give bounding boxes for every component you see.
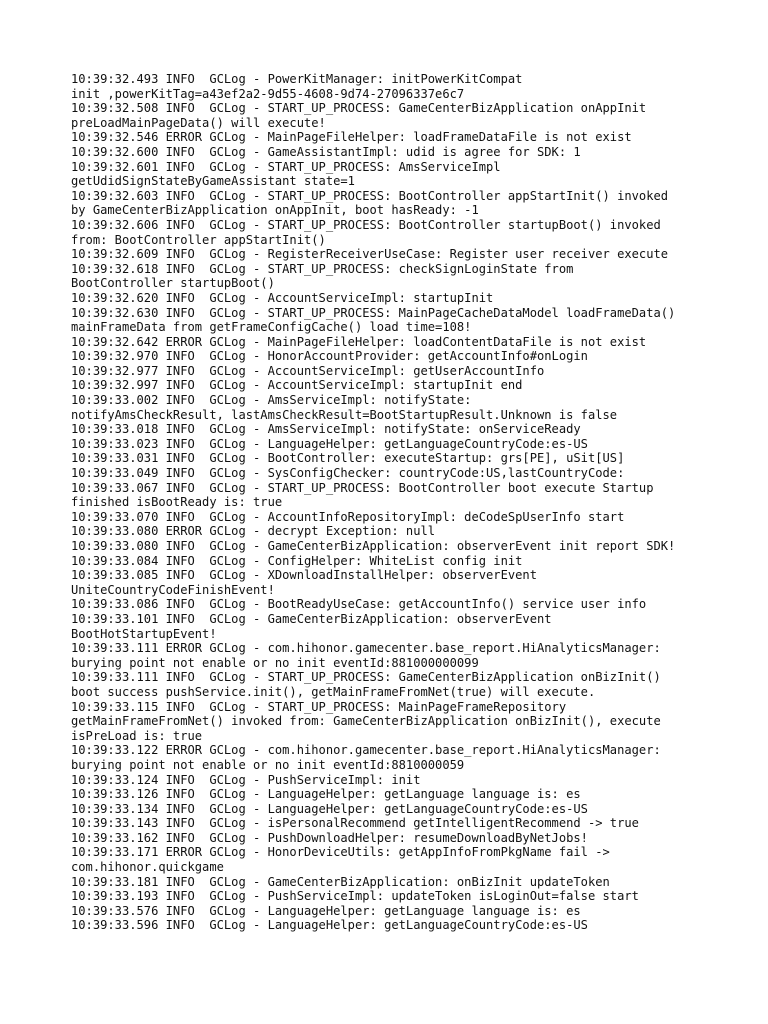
log-line: 10:39:33.111 INFO GCLog - START_UP_PROCESS: GameCenterBizApplication onBizInit(): [71, 670, 661, 685]
log-text-block: [71, 72, 751, 933]
log-line: getUdidSignStateByGameAssistant state=1: [71, 174, 355, 189]
log-line: 10:39:33.086 INFO GCLog - BootReadyUseCase: getAccountInfo() service user info: [71, 597, 647, 612]
log-line: 10:39:32.970 INFO GCLog - HonorAccountProvider: getAccountInfo#onLogin: [71, 349, 588, 364]
log-line: burying point not enable or no init eventId:881000000099: [71, 655, 479, 670]
log-line: 10:39:33.085 INFO GCLog - XDownloadInstallHelper: observerEvent: [71, 568, 537, 583]
log-line: isPreLoad is: true: [71, 728, 203, 743]
log-line: 10:39:33.018 INFO GCLog - AmsServiceImpl: notifyState: onServiceReady: [71, 422, 581, 437]
log-line: 10:39:32.630 INFO GCLog - START_UP_PROCESS: MainPageCacheDataModel loadFrameData(): [71, 305, 676, 320]
log-line: 10:39:32.606 INFO GCLog - START_UP_PROCESS: BootController startupBoot() invoked: [71, 217, 661, 232]
log-line: 10:39:33.596 INFO GCLog - LanguageHelper: getLanguageCountryCode:es-US: [71, 918, 588, 933]
log-line: mainFrameData from getFrameConfigCache() load time=108!: [71, 320, 472, 335]
log-line: preLoadMainPageData() will execute!: [71, 115, 326, 130]
log-line: 10:39:33.134 INFO GCLog - LanguageHelper: getLanguageCountryCode:es-US: [71, 801, 588, 816]
log-line: 10:39:33.080 ERROR GCLog - decrypt Exception: null: [71, 524, 436, 539]
log-line: 10:39:33.067 INFO GCLog - START_UP_PROCESS: BootController boot execute Startup: [71, 480, 654, 495]
log-line: finished isBootReady is: true: [71, 495, 283, 510]
log-line: 10:39:32.618 INFO GCLog - START_UP_PROCESS: checkSignLoginState from: [71, 261, 574, 276]
log-line: by GameCenterBizApplication onAppInit, boot hasReady: -1: [71, 203, 479, 218]
log-line: 10:39:33.002 INFO GCLog - AmsServiceImpl: notifyState:: [71, 393, 472, 408]
log-line: from: BootController appStartInit(): [71, 232, 326, 247]
log-line: 10:39:32.620 INFO GCLog - AccountServiceImpl: startupInit: [71, 290, 494, 305]
log-line: boot success pushService.init(), getMainFrameFromNet(true) will execute.: [71, 684, 596, 699]
log-line: 10:39:33.126 INFO GCLog - LanguageHelper: getLanguage language is: es: [71, 787, 581, 802]
log-line: burying point not enable or no init eventId:8810000059: [71, 757, 465, 772]
log-line: UniteCountryCodeFinishEvent!: [71, 582, 275, 597]
log-line: 10:39:33.070 INFO GCLog - AccountInfoRepositoryImpl: deCodeSpUserInfo start: [71, 509, 625, 524]
log-line: 10:39:32.997 INFO GCLog - AccountServiceImpl: startupInit end: [71, 378, 523, 393]
log-line: 10:39:33.193 INFO GCLog - PushServiceImpl: updateToken isLoginOut=false start: [71, 889, 639, 904]
log-line: notifyAmsCheckResult, lastAmsCheckResult=BootStartupResult.Unknown is false: [71, 407, 618, 422]
log-line: 10:39:33.124 INFO GCLog - PushServiceImpl: init: [71, 772, 421, 787]
log-line: init ,powerKitTag=a43ef2a2-9d55-4608-9d74-27096337e6c7: [71, 86, 465, 101]
log-line: 10:39:33.171 ERROR GCLog - HonorDeviceUtils: getAppInfoFromPkgName fail ->: [71, 845, 610, 860]
log-line: 10:39:33.101 INFO GCLog - GameCenterBizApplication: observerEvent: [71, 611, 552, 626]
log-line: 10:39:32.600 INFO GCLog - GameAssistantImpl: udid is agree for SDK: 1: [71, 144, 581, 159]
log-line: 10:39:33.031 INFO GCLog - BootController: executeStartup: grs[PE], uSit[US]: [71, 451, 625, 466]
log-line: 10:39:32.603 INFO GCLog - START_UP_PROCESS: BootController appStartInit() invoked: [71, 188, 669, 203]
log-line: 10:39:33.111 ERROR GCLog - com.hihonor.gamecenter.base_report.HiAnalyticsManager:: [71, 641, 661, 656]
log-line: 10:39:33.181 INFO GCLog - GameCenterBizApplication: onBizInit updateToken: [71, 874, 610, 889]
log-line: 10:39:32.609 INFO GCLog - RegisterReceiverUseCase: Register user receiver execute: [71, 247, 669, 262]
log-line: BootController startupBoot(): [71, 276, 275, 291]
log-line: BootHotStartupEvent!: [71, 626, 217, 641]
log-line: 10:39:33.576 INFO GCLog - LanguageHelper: getLanguage language is: es: [71, 903, 581, 918]
log-line: com.hihonor.quickgame: [71, 860, 224, 875]
log-line: getMainFrameFromNet() invoked from: GameCenterBizApplication onBizInit(), execute: [71, 714, 661, 729]
log-line: 10:39:33.162 INFO GCLog - PushDownloadHelper: resumeDownloadByNetJobs!: [71, 830, 588, 845]
log-line: 10:39:33.084 INFO GCLog - ConfigHelper: WhiteList config init: [71, 553, 523, 568]
log-line: 10:39:32.601 INFO GCLog - START_UP_PROCESS: AmsServiceImpl: [71, 159, 501, 174]
log-line: 10:39:33.122 ERROR GCLog - com.hihonor.gamecenter.base_report.HiAnalyticsManager:: [71, 743, 661, 758]
log-line: 10:39:32.642 ERROR GCLog - MainPageFileHelper: loadContentDataFile is not exist: [71, 334, 647, 349]
log-line: 10:39:33.080 INFO GCLog - GameCenterBizApplication: observerEvent init report SDK!: [71, 539, 676, 553]
log-line: 10:39:32.493 INFO GCLog - PowerKitManager: initPowerKitCompat: [71, 72, 523, 86]
log-line: 10:39:32.546 ERROR GCLog - MainPageFileHelper: loadFrameDataFile is not exist: [71, 130, 632, 145]
log-line: 10:39:32.977 INFO GCLog - AccountServiceImpl: getUserAccountInfo: [71, 363, 545, 378]
log-line: 10:39:33.049 INFO GCLog - SysConfigChecker: countryCode:US,lastCountryCode:: [71, 466, 625, 481]
log-line: 10:39:32.508 INFO GCLog - START_UP_PROCESS: GameCenterBizApplication onAppInit: [71, 101, 647, 116]
log-line: 10:39:33.023 INFO GCLog - LanguageHelper: getLanguageCountryCode:es-US: [71, 436, 588, 451]
log-line: 10:39:33.115 INFO GCLog - START_UP_PROCESS: MainPageFrameRepository: [71, 699, 567, 714]
log-line: 10:39:33.143 INFO GCLog - isPersonalRecommend getIntelligentRecommend -> true: [71, 816, 639, 831]
